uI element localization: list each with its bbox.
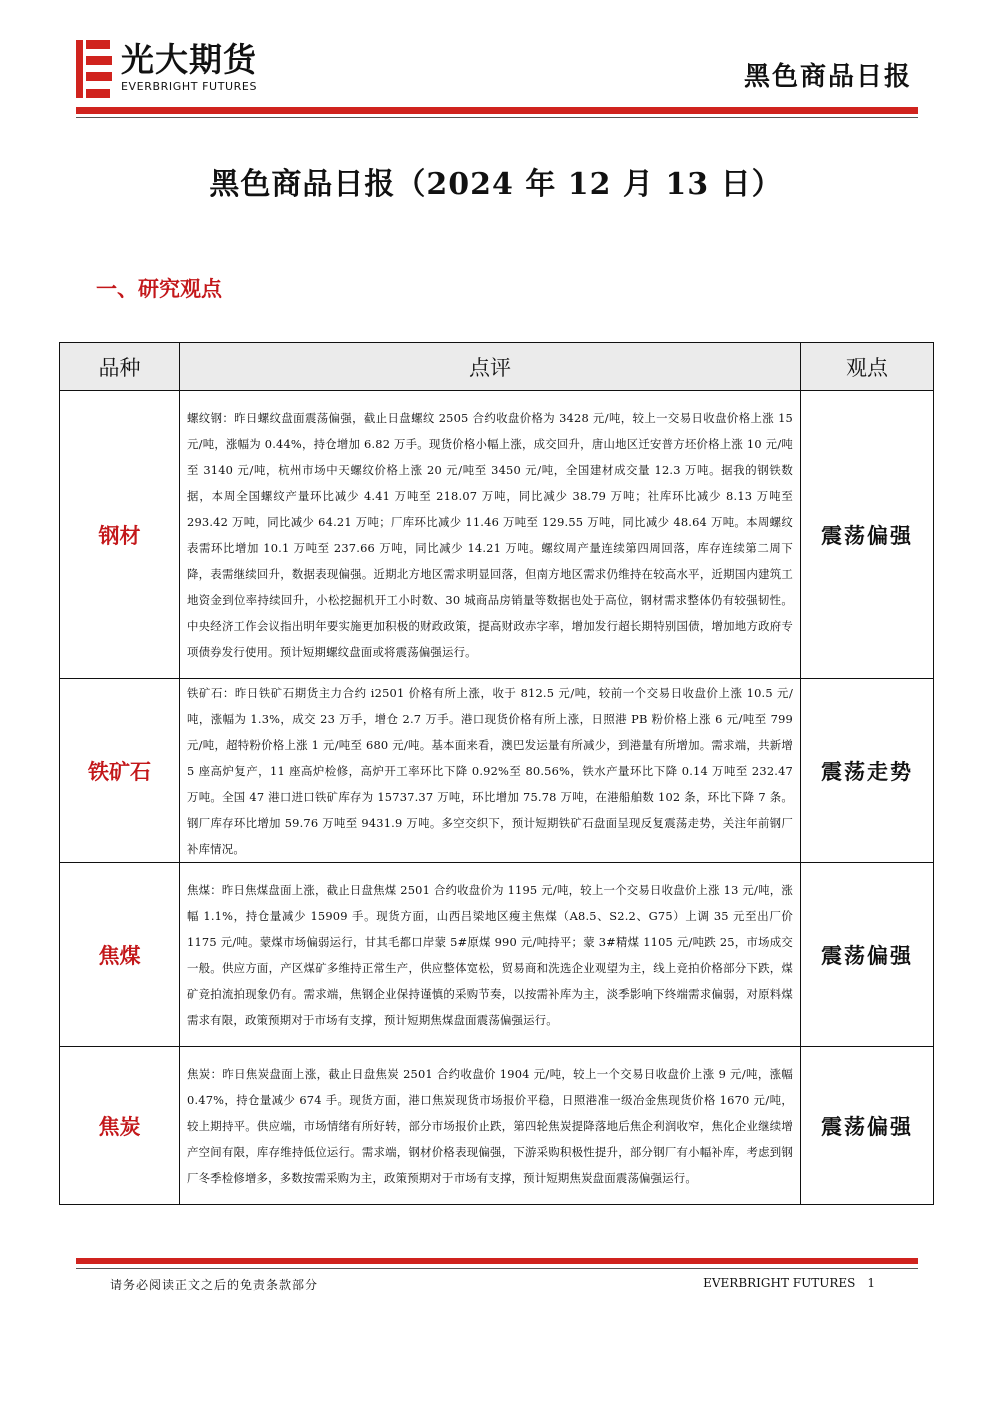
comment-cell: 铁矿石：昨日铁矿石期货主力合约 i2501 价格有所上涨，收于 812.5 元/吨，较前一个交易日收盘价上涨 10.5 元/吨，涨幅为 1.3%，成交 23 万手，增仓 2.7 万手。港口现货价格有所上涨，日照港 PB 粉价格上涨 6 元/吨至 799 元/吨，超特粉价格上涨 1 元/吨至 680 元/吨。基本面来看，澳巴发运量有所减少，到港量有所增加。需求端，共新增 5 座高炉复产，11 座高炉检修，高炉开工率环比下降 0.92%至 80.56%，铁水产量环比下降 0.14 万吨至 232.47 万吨。全国 47 港口进口铁矿库存为 15737.37 万吨，环比增加 75.78 万吨，在港船舶数 102 条，环比下降 7 条。钢厂库存环比增加 59.76 万吨至 9431.9 万吨。多空交织下，预计短期铁矿石盘面呈现反复震荡走势，关注年前钢厂补库情况。 bbox=[180, 679, 801, 863]
table-row bbox=[60, 391, 934, 679]
footer-company-name: EVERBRIGHT FUTURES bbox=[703, 1276, 856, 1290]
header-variety: 品种 bbox=[60, 343, 180, 391]
brand-name-en: EVERBRIGHT FUTURES bbox=[121, 80, 258, 93]
footer-divider bbox=[76, 1258, 918, 1264]
section-heading: 一、研究观点 bbox=[96, 276, 222, 301]
comment-cell: 焦炭：昨日焦炭盘面上涨，截止日盘焦炭 2501 合约收盘价 1904 元/吨，较上一个交易日收盘价上涨 9 元/吨，涨幅 0.47%，持仓量减少 674 手。现货方面，港口焦炭现货市场报价平稳，日照港准一级冶金焦现货价格 1670 元/吨，较上期持平。供应端，市场情绪有所好转，部分市场报价止跌，第四轮焦炭提降落地后焦企利润收窄，焦化企业继续增产空间有限，库存维持低位运行。需求端，钢材价格表现偏强，下游采购积极性提升，部分钢厂有小幅补库，考虑到钢厂冬季检修增多，多数按需采购为主，政策预期对于市场有支撑，预计短期焦炭盘面震荡偏强运行。 bbox=[180, 1047, 801, 1205]
brand-name-cn: 光大期货 bbox=[121, 40, 257, 79]
variety-cell: 焦炭 bbox=[60, 1047, 180, 1205]
table-row bbox=[60, 863, 934, 1047]
table-row bbox=[60, 679, 934, 863]
footer-company bbox=[703, 1276, 875, 1290]
table-row bbox=[60, 1047, 934, 1205]
page-number: 1 bbox=[867, 1276, 875, 1290]
document-title: 黑色商品日报（2024 年 12 月 13 日） bbox=[209, 167, 783, 202]
view-cell: 震荡偏强 bbox=[801, 1047, 934, 1205]
header-divider-thin bbox=[76, 117, 918, 118]
report-name: 黑色商品日报 bbox=[743, 62, 912, 92]
comment-cell: 螺纹钢：昨日螺纹盘面震荡偏强，截止日盘螺纹 2505 合约收盘价格为 3428 元/吨，较上一交易日收盘价格上涨 15 元/吨，涨幅为 0.44%，持仓增加 6.82 万手。现货价格小幅上涨，成交回升，唐山地区迁安普方坯价格上涨 10 元/吨至 3140 元/吨，杭州市场中天螺纹价格上涨 20 元/吨至 3450 元/吨，全国建材成交量 12.3 万吨。据我的钢铁数据，本周全国螺纹产量环比减少 4.41 万吨至 218.07 万吨，同比减少 38.79 万吨；社库环比减少 8.13 万吨至 293.42 万吨，同比减少 64.21 万吨；厂库环比减少 11.46 万吨至 129.55 万吨，同比减少 48.64 万吨。本周螺纹表需环比增加 10.1 万吨至 237.66 万吨，同比减少 14.21 万吨。螺纹周产量连续第四周回落，库存连续第二周下降，表需继续回升，数据表现偏强。近期北方地区需求明显回落，但南方地区需求仍维持在较高水平，近期国内建筑工地资金到位率持续回升，小松挖掘机开工小时数、30 城商品房销量等数据也处于高位，钢材需求整体仍有较强韧性。中央经济工作会议指出明年要实施更加积极的财政政策，提高财政赤字率，增加发行超长期特别国债，增加地方政府专项债券发行使用。预计短期螺纹盘面或将震荡偏强运行。 bbox=[180, 391, 801, 679]
variety-cell: 焦煤 bbox=[60, 863, 180, 1047]
view-cell: 震荡偏强 bbox=[801, 863, 934, 1047]
research-table bbox=[59, 342, 934, 1205]
header-view: 观点 bbox=[801, 343, 934, 391]
table-header-row bbox=[60, 343, 934, 391]
variety-cell: 钢材 bbox=[60, 391, 180, 679]
header-divider bbox=[76, 107, 918, 114]
footer-divider-thin bbox=[76, 1268, 918, 1269]
everbright-logo-icon bbox=[76, 40, 112, 98]
view-cell: 震荡走势 bbox=[801, 679, 934, 863]
view-cell: 震荡偏强 bbox=[801, 391, 934, 679]
header-comment: 点评 bbox=[180, 343, 801, 391]
disclaimer-note: 请务必阅读正文之后的免责条款部分 bbox=[110, 1278, 319, 1292]
variety-cell: 铁矿石 bbox=[60, 679, 180, 863]
comment-cell: 焦煤：昨日焦煤盘面上涨，截止日盘焦煤 2501 合约收盘价为 1195 元/吨，较上一个交易日收盘价上涨 13 元/吨，涨幅 1.1%，持仓量减少 15909 手。现货方面，山西吕梁地区瘦主焦煤（A8.5、S2.2、G75）上调 35 元至出厂价 1175 元/吨。蒙煤市场偏弱运行，甘其毛都口岸蒙 5#原煤 990 元/吨持平；蒙 3#精煤 1105 元/吨跌 25，市场成交一般。供应方面，产区煤矿多维持正常生产，供应整体宽松，贸易商和洗选企业观望为主，线上竞拍价格部分下跌，煤矿竞拍流拍现象仍有。需求端，焦钢企业保持谨慎的采购节奏，以按需补库为主，淡季影响下终端需求偏弱，对原料煤需求有限，政策预期对于市场有支撑，预计短期焦煤盘面震荡偏强运行。 bbox=[180, 863, 801, 1047]
